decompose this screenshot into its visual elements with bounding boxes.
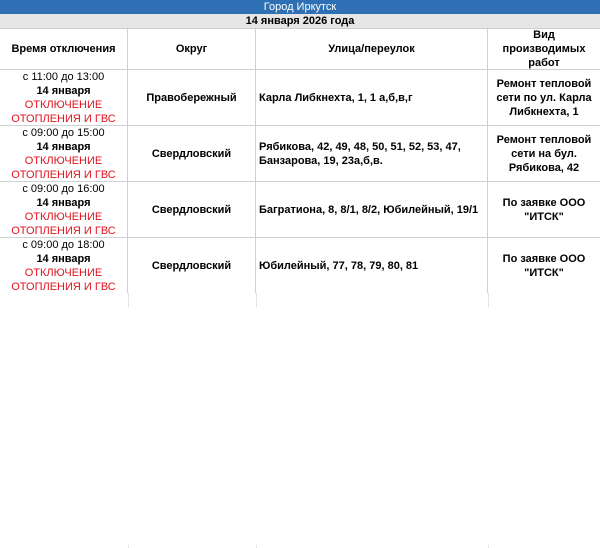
column-divider: [488, 293, 489, 307]
work-type-cell: По заявке ООО "ИТСК": [502, 252, 586, 279]
table-row: [0, 238, 600, 293]
column-divider: [128, 293, 129, 307]
column-divider: [256, 293, 257, 307]
outage-day: 14 января: [36, 140, 91, 153]
outage-type-line1: ОТКЛЮЧЕНИЕ: [24, 266, 103, 279]
district-cell: Свердловский: [128, 238, 256, 293]
page-title: Город Иркутск: [0, 0, 600, 14]
outage-type-line1: ОТКЛЮЧЕНИЕ: [24, 210, 103, 223]
table-row: [0, 126, 600, 182]
district-cell: Свердловский: [128, 182, 256, 237]
outage-type-line2: ОТОПЛЕНИЯ И ГВС: [11, 112, 116, 125]
outage-time-cell: [0, 126, 128, 181]
street-cell: Карла Либкнехта, 1, 1 а,б,в,г: [256, 70, 488, 125]
date-heading: 14 января 2026 года: [0, 14, 600, 29]
outage-type-line2: ОТОПЛЕНИЯ И ГВС: [11, 224, 116, 237]
outage-time-cell: [0, 70, 128, 125]
time-range: с 09:00 до 15:00: [22, 126, 105, 139]
time-range: с 11:00 до 13:00: [22, 70, 105, 83]
outage-time-cell: [0, 182, 128, 237]
outage-type-line1: ОТКЛЮЧЕНИЕ: [24, 154, 103, 167]
street-cell: Рябикова, 42, 49, 48, 50, 51, 52, 53, 47, Банзарова, 19, 23а,б,в.: [256, 126, 488, 181]
street-cell: Багратиона, 8, 8/1, 8/2, Юбилейный, 19/1: [256, 182, 488, 237]
outage-type-line1: ОТКЛЮЧЕНИЕ: [24, 98, 103, 111]
outage-day: 14 января: [36, 196, 91, 209]
table-row: [0, 182, 600, 238]
table-row: [0, 70, 600, 126]
work-type-cell: Ремонт тепловой сети по ул. Карла Либкнехта, 1: [496, 77, 592, 118]
outage-type-line2: ОТОПЛЕНИЯ И ГВС: [11, 280, 116, 293]
outage-day: 14 января: [36, 84, 91, 97]
column-header-time: Время отключения: [0, 29, 128, 69]
outage-type-line2: ОТОПЛЕНИЯ И ГВС: [11, 168, 116, 181]
time-range: с 09:00 до 16:00: [22, 182, 105, 195]
work-type-cell: По заявке ООО "ИТСК": [502, 196, 586, 223]
work-type-cell: Ремонт тепловой сети на бул. Рябикова, 42: [496, 133, 592, 174]
table-header-row: [0, 29, 600, 70]
outage-day: 14 января: [36, 252, 91, 265]
time-range: с 09:00 до 18:00: [22, 238, 105, 251]
district-cell: Свердловский: [128, 126, 256, 181]
column-header-district: Округ: [128, 29, 256, 69]
district-cell: Правобережный: [128, 70, 256, 125]
column-header-street: Улица/переулок: [256, 29, 488, 69]
outage-time-cell: [0, 238, 128, 293]
column-header-work: Вид производимых работ: [502, 29, 586, 69]
street-cell: Юбилейный, 77, 78, 79, 80, 81: [256, 238, 488, 293]
